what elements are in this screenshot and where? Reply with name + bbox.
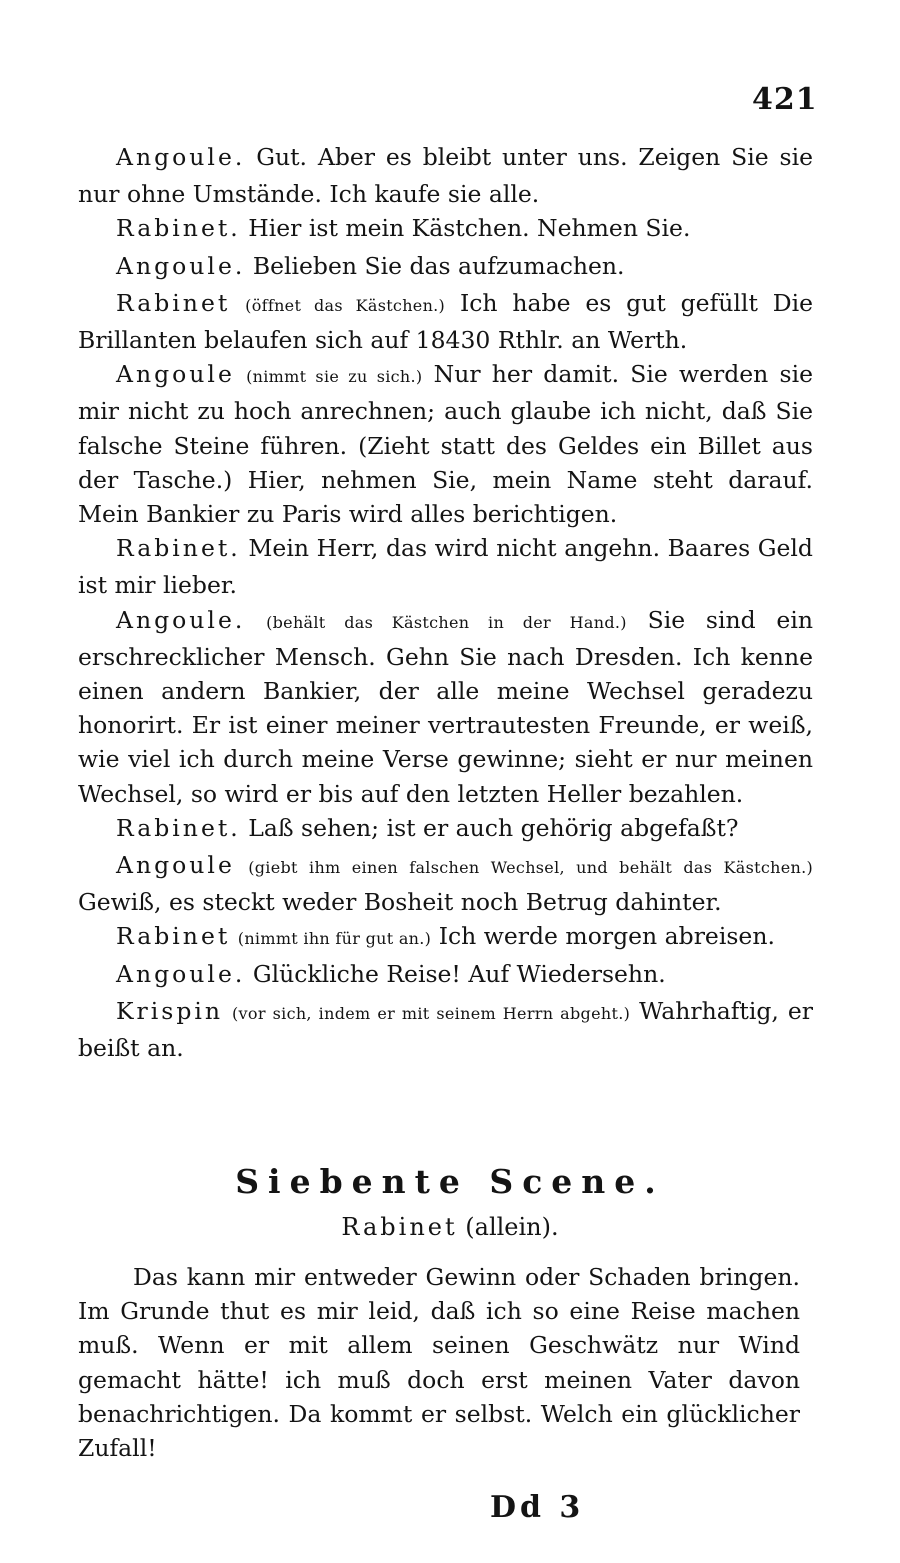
dialogue-line	[78, 249, 813, 286]
speaker-name: Angoule	[116, 851, 235, 880]
stage-direction: (behält das Kästchen in der Hand.)	[266, 612, 627, 632]
dialogue-line	[78, 286, 813, 357]
line-text: Gewiß, es steckt weder Bosheit noch Betrug dahinter.	[78, 888, 722, 917]
line-text: Gut. Aber es bleibt unter uns. Zeigen Sie sie nur ohne Umstände. Ich kaufe sie alle.	[78, 143, 813, 209]
scene-cast	[0, 1213, 900, 1241]
cast-speaker: Rabinet	[341, 1213, 458, 1241]
dialogue-line	[78, 919, 813, 956]
speaker-name: Angoule.	[116, 143, 246, 171]
dialogue-line	[78, 140, 813, 211]
dialogue-line	[78, 211, 813, 248]
speaker-name: Angoule.	[116, 605, 246, 634]
dialogue-line	[78, 811, 813, 848]
speaker-name: Angoule.	[116, 959, 246, 988]
speaker-name: Rabinet	[116, 288, 231, 317]
scene-monologue: Das kann mir entweder Gewinn oder Schaden bringen. Im Grunde thut es mir leid, daß ich so eine Reise machen muß. Wenn er mit allem seinen Geschwätz nur Wind gemacht hätte! ich muß doch erst meinen Vater davon benachrichtigen. Da kommt er selbst. Welch ein glücklicher Zufall!	[78, 1263, 800, 1463]
dialogue-line	[78, 848, 813, 919]
dialogue-line	[78, 357, 813, 531]
line-text: Belieben Sie das aufzumachen.	[252, 251, 625, 280]
scene-heading: Siebente Scene.	[235, 1162, 665, 1201]
line-text: Mein Herr, das wird nicht angehn. Baares Geld ist mir lieber.	[78, 534, 813, 600]
speaker-name: Rabinet.	[116, 813, 241, 842]
line-text: Wahrhaftig, er beißt an.	[78, 996, 813, 1063]
line-text: Glückliche Reise! Auf Wiedersehn.	[252, 959, 666, 988]
cast-stage-direction: (allein).	[465, 1213, 559, 1241]
printer-signature: Dd 3	[490, 1490, 585, 1525]
line-text: Nur her damit. Sie werden sie mir nicht zu hoch anrechnen; auch glaube ich nicht, daß Sie falsche Steine führen. (Zieht statt des Geldes ein Billet aus der Tasche.) Hier, nehmen Sie, mein Name steht darauf. Mein Bankier zu Paris wird alles berichtigen.	[78, 360, 813, 529]
speaker-name: Angoule.	[116, 251, 246, 280]
dialogue-line	[78, 994, 813, 1065]
dialogue-line	[78, 957, 813, 994]
dialogue-line	[78, 603, 813, 811]
stage-direction: (nimmt sie zu sich.)	[246, 367, 423, 387]
page-number: 421	[752, 82, 818, 117]
speaker-name: Krispin	[116, 996, 224, 1025]
speaker-name: Rabinet.	[116, 534, 241, 563]
line-text: Sie sind ein erschrecklicher Mensch. Gehn Sie nach Dresden. Ich kenne einen andern Bankier, der alle meine Wechsel geradezu honorirt. Er ist einer meiner vertrautesten Freunde, er weiß, wie viel ich durch meine Verse gewinne; sieht er nur meinen Wechsel, so wird er bis auf den letzten Heller bezahlen.	[78, 605, 813, 808]
speaker-name: Rabinet.	[116, 214, 241, 243]
stage-direction: (öffnet das Kästchen.)	[245, 295, 446, 315]
stage-direction: (vor sich, indem er mit seinem Herrn abgeht.)	[232, 1003, 631, 1023]
line-text: Ich werde morgen abreisen.	[438, 922, 775, 951]
stage-direction: (nimmt ihn für gut an.)	[237, 929, 432, 949]
speaker-name: Rabinet	[116, 922, 231, 951]
dialogue-line	[78, 531, 813, 602]
dialogue-block	[78, 140, 813, 1065]
line-text: Ich habe es gut gefüllt Die Brillanten belaufen sich auf 18430 Rthlr. an Werth.	[78, 288, 813, 355]
line-text: Hier ist mein Kästchen. Nehmen Sie.	[248, 214, 691, 243]
stage-direction: (giebt ihm einen falschen Wechsel, und behält das Kästchen.)	[248, 858, 813, 878]
line-text: Laß sehen; ist er auch gehörig abgefaßt?	[248, 813, 739, 842]
speaker-name: Angoule	[116, 360, 235, 389]
